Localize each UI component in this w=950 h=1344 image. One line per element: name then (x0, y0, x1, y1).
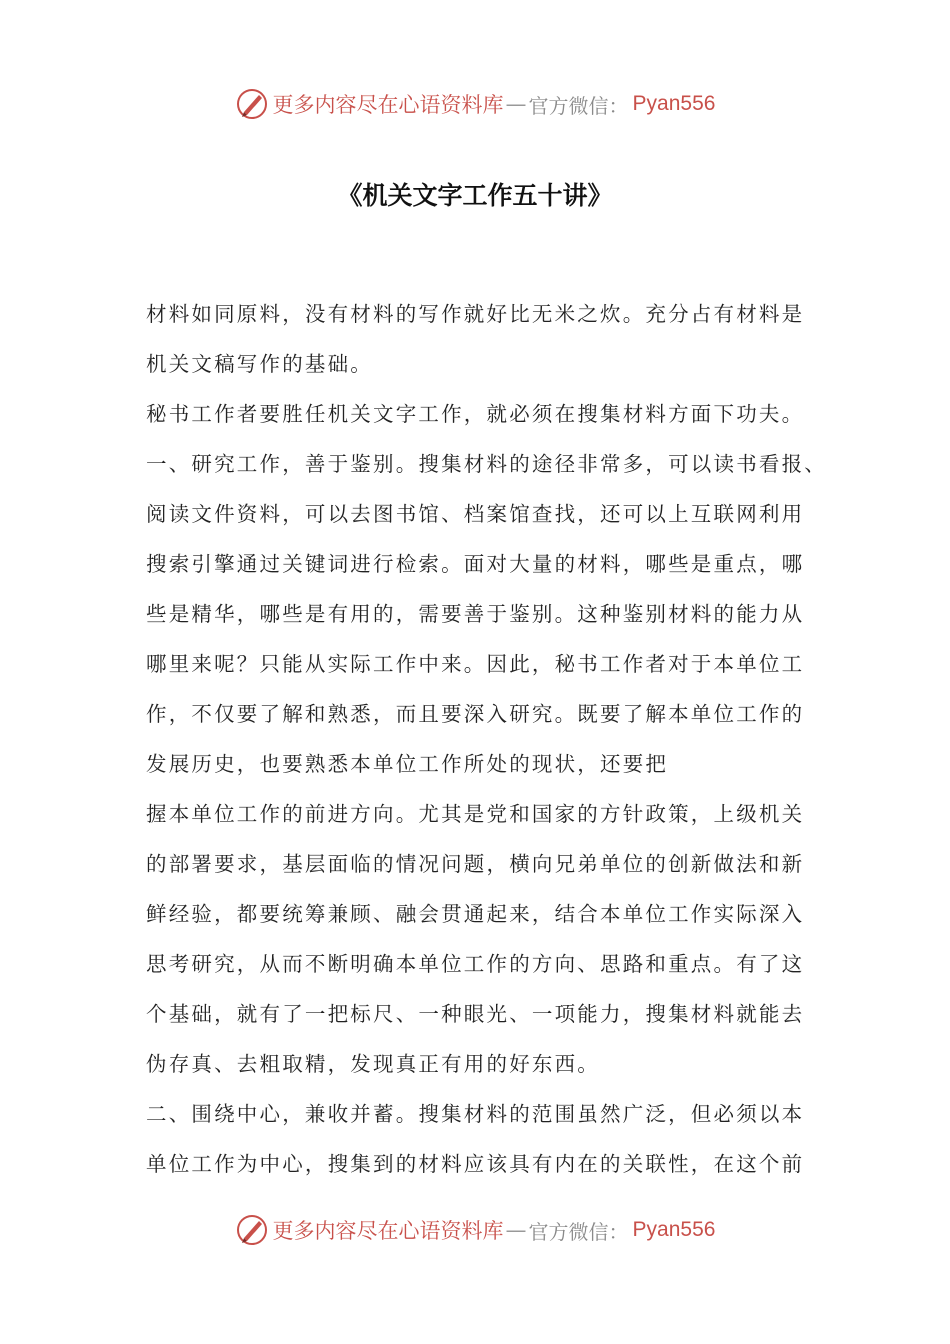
body-line: 思考研究，从而不断明确本单位工作的方向、思路和重点。有了这 (146, 952, 805, 976)
pen-logo-icon (235, 87, 269, 121)
body-line: 的部署要求，基层面临的情况问题，横向兄弟单位的创新做法和新 (146, 852, 805, 876)
header-watermark-banner (0, 84, 950, 124)
body-line: 搜索引擎通过关键词进行检索。面对大量的材料，哪些是重点，哪 (146, 552, 805, 576)
banner-site-text: 更多内容尽在心语资料库 (272, 1219, 504, 1243)
body-line: 一、研究工作，善于鉴别。搜集材料的途径非常多，可以读书看报、 (146, 452, 827, 476)
body-line: 秘书工作者要胜任机关文字工作，就必须在搜集材料方面下功夫。 (146, 402, 805, 426)
banner-wechat-id: Pyan556 (632, 92, 716, 115)
body-line: 鲜经验，都要统筹兼顾、融会贯通起来，结合本单位工作实际深入 (146, 902, 805, 926)
banner-wechat-label: 官方微信： (528, 93, 629, 118)
body-line: 二、围绕中心，兼收并蓄。搜集材料的范围虽然广泛，但必须以本 (146, 1102, 805, 1126)
body-line: 材料如同原料，没有材料的写作就好比无米之炊。充分占有材料是 (146, 302, 805, 326)
document-title: 《机关文字工作五十讲》 (337, 181, 613, 210)
body-line: 阅读文件资料，可以去图书馆、档案馆查找，还可以上互联网利用 (146, 502, 805, 526)
body-line: 些是精华，哪些是有用的，需要善于鉴别。这种鉴别材料的能力从 (146, 602, 805, 626)
body-line: 个基础，就有了一把标尺、一种眼光、一项能力，搜集材料就能去 (146, 1002, 805, 1026)
document-body (146, 289, 826, 1189)
banner-separator: — (505, 1218, 527, 1242)
body-line: 作，不仅要了解和熟悉，而且要深入研究。既要了解本单位工作的 (146, 702, 805, 726)
body-line: 哪里来呢？只能从实际工作中来。因此，秘书工作者对于本单位工 (146, 652, 805, 676)
body-line: 单位工作为中心，搜集到的材料应该具有内在的关联性，在这个前 (146, 1152, 805, 1176)
body-line: 发展历史，也要熟悉本单位工作所处的现状，还要把 (146, 752, 669, 776)
banner-separator: — (505, 92, 527, 116)
body-line: 机关文稿写作的基础。 (146, 352, 373, 376)
pen-logo-icon (235, 1213, 269, 1247)
body-line: 握本单位工作的前进方向。尤其是党和国家的方针政策，上级机关 (146, 802, 805, 826)
banner-wechat-label: 官方微信： (528, 1219, 629, 1244)
body-line: 伪存真、去粗取精，发现真正有用的好东西。 (146, 1052, 600, 1076)
banner-site-text: 更多内容尽在心语资料库 (272, 93, 504, 117)
banner-wechat-id: Pyan556 (632, 1218, 716, 1241)
footer-watermark-banner (0, 1210, 950, 1250)
